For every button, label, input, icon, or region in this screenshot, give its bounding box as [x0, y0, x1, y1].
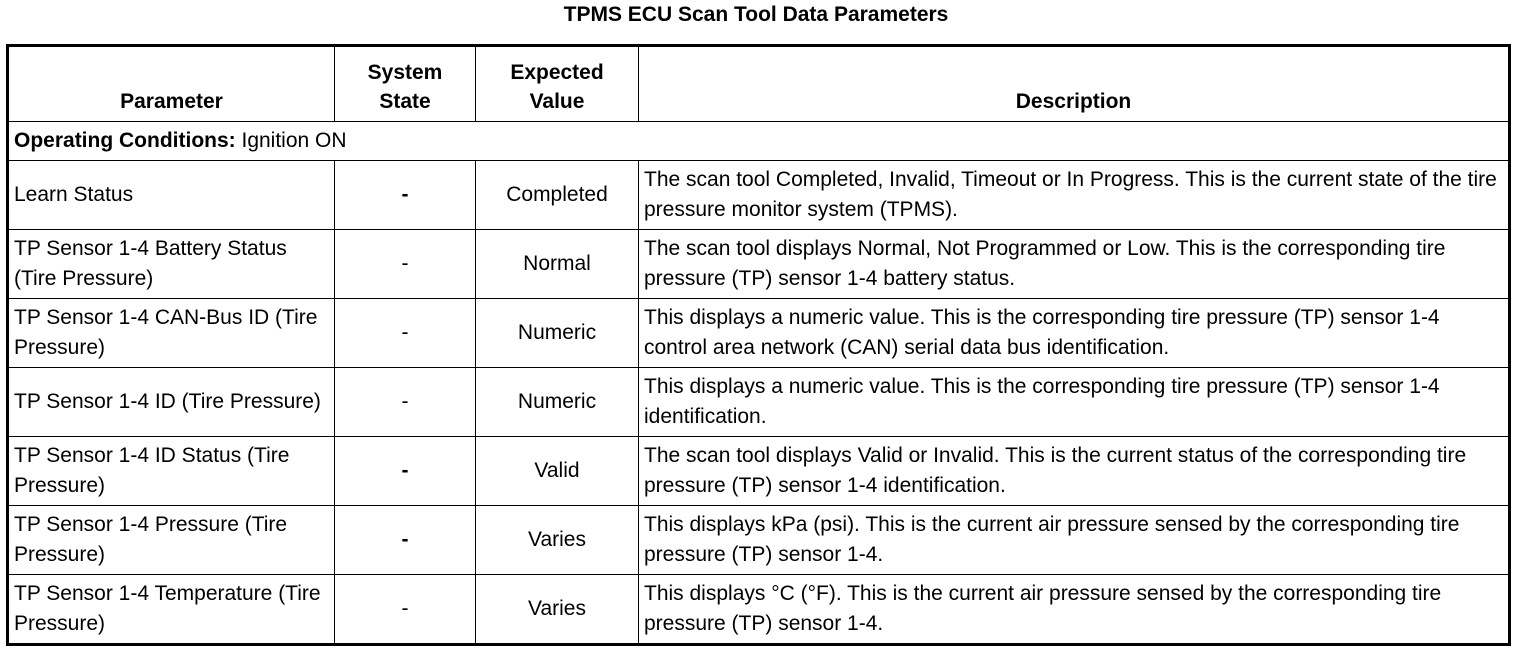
expected-value-cell: Valid: [476, 437, 639, 506]
header-system-state: System State: [335, 46, 476, 122]
description-cell: This displays a numeric value. This is the corresponding tire pressure (TP) sensor 1-4 control area network (CAN) serial data bus identification.: [639, 299, 1510, 368]
header-description: Description: [639, 46, 1510, 122]
parameter-cell: TP Sensor 1-4 Pressure (Tire Pressure): [8, 506, 335, 575]
description-cell: The scan tool displays Normal, Not Programmed or Low. This is the corresponding tire pressure (TP) sensor 1-4 battery status.: [639, 230, 1510, 299]
page-title: TPMS ECU Scan Tool Data Parameters: [563, 3, 949, 26]
description-cell: This displays kPa (psi). This is the current air pressure sensed by the corresponding tire pressure (TP) sensor 1-4.: [639, 506, 1510, 575]
description-cell: The scan tool Completed, Invalid, Timeout or In Progress. This is the current state of the tire pressure monitor system (TPMS).: [639, 161, 1510, 230]
description-cell: This displays a numeric value. This is the corresponding tire pressure (TP) sensor 1-4 identification.: [639, 368, 1510, 437]
operating-conditions-cell: [8, 122, 1510, 161]
system-state-cell: -: [335, 506, 476, 575]
expected-value-cell: Varies: [476, 575, 639, 645]
system-state-cell: -: [335, 299, 476, 368]
operating-conditions-row: [8, 122, 1510, 161]
table-row: [8, 437, 1510, 506]
parameters-table: [6, 44, 1511, 646]
table-row: [8, 230, 1510, 299]
expected-value-cell: Numeric: [476, 299, 639, 368]
parameter-cell: TP Sensor 1-4 Temperature (Tire Pressure): [8, 575, 335, 645]
description-cell: This displays °C (°F). This is the current air pressure sensed by the corresponding tire pressure (TP) sensor 1-4.: [639, 575, 1510, 645]
system-state-cell: -: [335, 368, 476, 437]
table-row: [8, 575, 1510, 645]
expected-value-cell: Normal: [476, 230, 639, 299]
description-cell: The scan tool displays Valid or Invalid. This is the current status of the corresponding tire pressure (TP) sensor 1-4 identification.: [639, 437, 1510, 506]
table-header-row: [8, 46, 1510, 122]
operating-conditions-value: Ignition ON: [235, 129, 347, 152]
parameter-cell: TP Sensor 1-4 ID (Tire Pressure): [8, 368, 335, 437]
operating-conditions-label: Operating Conditions:: [14, 129, 236, 152]
system-state-cell: -: [335, 230, 476, 299]
table-row: [8, 299, 1510, 368]
table-row: [8, 161, 1510, 230]
table-row: [8, 506, 1510, 575]
header-parameter: Parameter: [8, 46, 335, 122]
header-expected-value: Expected Value: [476, 46, 639, 122]
system-state-cell: -: [335, 161, 476, 230]
parameter-cell: TP Sensor 1-4 Battery Status (Tire Pressure): [8, 230, 335, 299]
parameter-cell: TP Sensor 1-4 ID Status (Tire Pressure): [8, 437, 335, 506]
system-state-cell: -: [335, 575, 476, 645]
parameter-cell: Learn Status: [8, 161, 335, 230]
system-state-cell: -: [335, 437, 476, 506]
expected-value-cell: Varies: [476, 506, 639, 575]
expected-value-cell: Numeric: [476, 368, 639, 437]
table-row: [8, 368, 1510, 437]
parameter-cell: TP Sensor 1-4 CAN-Bus ID (Tire Pressure): [8, 299, 335, 368]
expected-value-cell: Completed: [476, 161, 639, 230]
